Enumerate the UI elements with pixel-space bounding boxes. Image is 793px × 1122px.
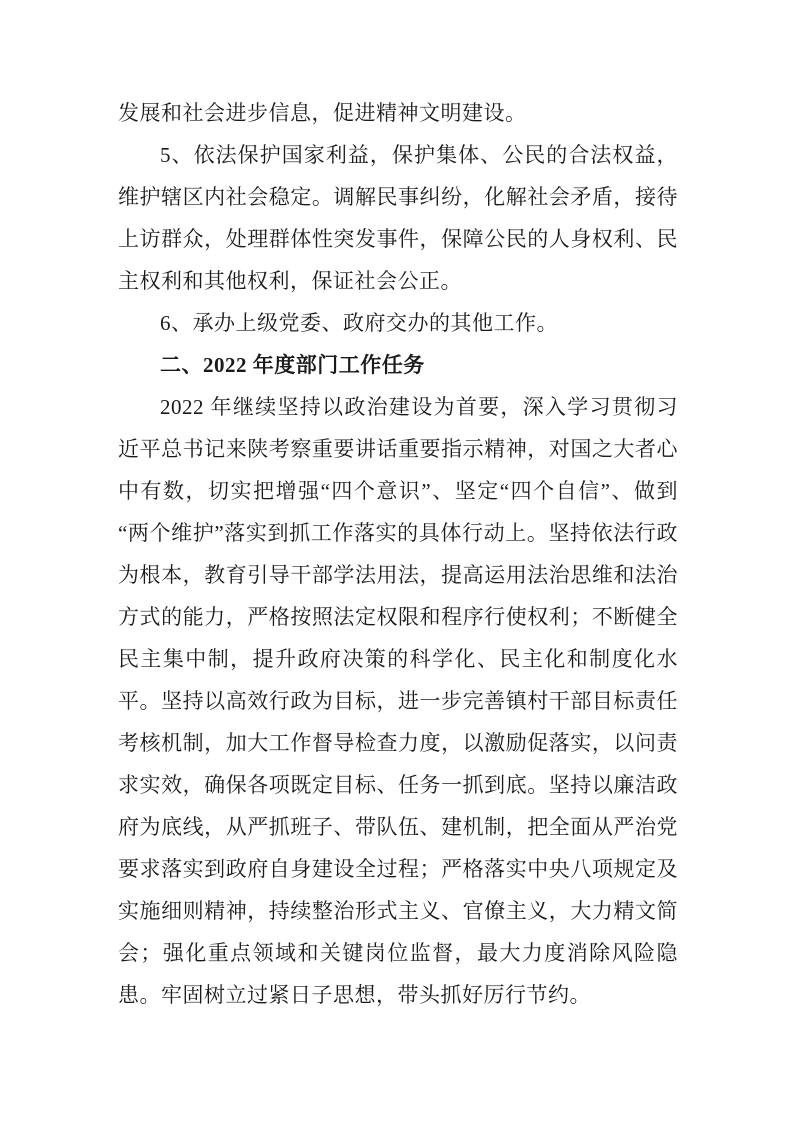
paragraph: 2022 年继续坚持以政治建设为首要，深入学习贯彻习近平总书记来陕考察重要讲话重要指示精神，对国之大者心中有数，切实把增强“四个意识”、坚定“四个自信”、做到“两个维护”落实到抓工作落实的具体行动上。坚持依法行政为根本，教育引导干部学法用法，提高运用法治思维和法治方式的能力，严格按照法定权限和程序行使权利；不断健全民主集中制，提升政府决策的科学化、民主化和制度化水平。坚持以高效行政为目标，进一步完善镇村干部目标责任考核机制，加大工作督导检查力度，以激励促落实，以问责求实效，确保各项既定目标、任务一抓到底。坚持以廉洁政府为底线，从严抓班子、带队伍、建机制，把全面从严治党要求落实到政府自身建设全过程；严格落实中央八项规定及实施细则精神，持续整治形式主义、官僚主义，大力精文简会；强化重点领域和关键岗位监督，最大力度消除风险隐患。牢固树立过紧日子思想，带头抓好厉行节约。 (118, 395, 678, 1007)
paragraph: 6、承办上级党委、政府交办的其他工作。 (160, 311, 558, 335)
document-body (118, 92, 678, 1016)
paragraph: 发展和社会进步信息，促进精神文明建设。 (118, 101, 527, 125)
section-heading: 二、2022 年度部门工作任务 (160, 353, 425, 377)
paragraph: 5、依法保护国家利益，保护集体、公民的合法权益，维护辖区内社会稳定。调解民事纠纷，化解社会矛盾，接待上访群众，处理群体性突发事件，保障公民的人身权利、民主权利和其他权利，保证社会公正。 (118, 143, 678, 293)
